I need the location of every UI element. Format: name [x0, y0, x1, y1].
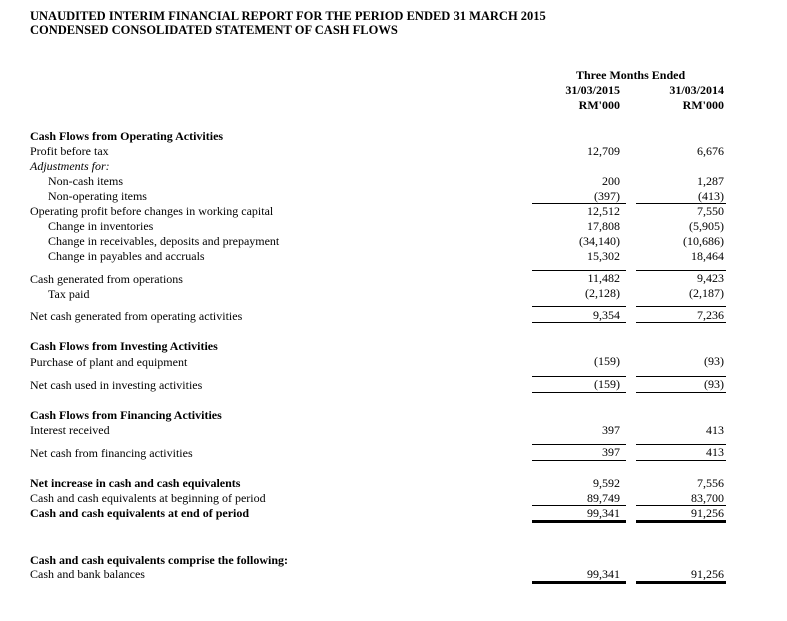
value-2015-cash-bank-balances: 99,341: [587, 567, 620, 581]
value-2014-interest-received: 413: [706, 423, 724, 437]
value-2014-cash-generated: 9,423: [697, 271, 724, 285]
row-label-cash-bank-balances: Cash and bank balances: [30, 567, 145, 581]
value-2014-tax-paid: (2,187): [689, 286, 724, 300]
value-2014-non-cash-items: 1,287: [697, 174, 724, 188]
value-2015-non-operating-items: (397): [594, 189, 620, 203]
value-2014-net-cash-financing: 413: [706, 445, 724, 459]
value-2014-non-operating-items: (413): [698, 189, 724, 203]
value-2015-change-inventories: 17,808: [587, 219, 620, 233]
row-label-non-operating-items: Non-operating items: [48, 189, 147, 203]
section-heading-investing: Cash Flows from Investing Activities: [30, 339, 218, 353]
value-2014-change-inventories: (5,905): [689, 219, 724, 233]
value-2015-non-cash-items: 200: [602, 174, 620, 188]
value-2015-profit-before-tax: 12,709: [587, 144, 620, 158]
total-rule: [636, 322, 726, 323]
row-label-non-cash-items: Non-cash items: [48, 174, 123, 188]
value-2014-net-increase: 7,556: [697, 476, 724, 490]
column-group-header: Three Months Ended: [576, 68, 686, 82]
value-2014-operating-profit: 7,550: [697, 204, 724, 218]
double-total-rule: [532, 581, 626, 584]
column-unit-2014: RM'000: [682, 98, 724, 112]
value-2014-profit-before-tax: 6,676: [697, 144, 724, 158]
row-label-net-increase: Net increase in cash and cash equivalents: [30, 476, 241, 490]
value-2015-change-receivables: (34,140): [579, 234, 620, 248]
row-label-adjustments: Adjustments for:: [30, 159, 110, 173]
value-2015-operating-profit: 12,512: [587, 204, 620, 218]
value-2014-change-payables: 18,464: [691, 249, 724, 263]
row-label-operating-profit: Operating profit before changes in working capital: [30, 204, 274, 218]
section-heading-comprise: Cash and cash equivalents comprise the following:: [30, 553, 289, 567]
total-rule: [636, 392, 726, 393]
value-2015-net-increase: 9,592: [593, 476, 620, 490]
value-2015-interest-received: 397: [602, 423, 620, 437]
column-header-2014: 31/03/2014: [669, 83, 724, 97]
value-2014-change-receivables: (10,686): [683, 234, 724, 248]
value-2015-cash-generated: 11,482: [587, 271, 620, 285]
total-rule: [532, 392, 626, 393]
value-2015-net-cash-operating: 9,354: [593, 308, 620, 322]
double-total-rule: [636, 520, 726, 523]
double-total-rule: [532, 520, 626, 523]
row-label-purchase-ppe: Purchase of plant and equipment: [30, 355, 188, 369]
row-label-profit-before-tax: Profit before tax: [30, 144, 109, 158]
total-rule: [532, 460, 626, 461]
value-2014-cash-end: 91,256: [691, 506, 724, 520]
row-label-cash-beginning: Cash and cash equivalents at beginning of period: [30, 491, 266, 505]
double-total-rule: [636, 581, 726, 584]
statement-title: CONDENSED CONSOLIDATED STATEMENT OF CASH FLOWS: [30, 23, 398, 37]
row-label-net-cash-financing: Net cash from financing activities: [30, 446, 193, 460]
section-heading-financing: Cash Flows from Financing Activities: [30, 408, 222, 422]
column-header-2015: 31/03/2015: [565, 83, 620, 97]
value-2015-net-cash-financing: 397: [602, 445, 620, 459]
row-label-change-receivables: Change in receivables, deposits and prepayment: [48, 234, 280, 248]
section-heading-operating: Cash Flows from Operating Activities: [30, 129, 224, 143]
value-2015-net-cash-investing: (159): [594, 377, 620, 391]
row-label-cash-generated: Cash generated from operations: [30, 272, 183, 286]
row-label-interest-received: Interest received: [30, 423, 110, 437]
value-2015-cash-end: 99,341: [587, 506, 620, 520]
row-label-tax-paid: Tax paid: [48, 287, 90, 301]
total-rule: [532, 322, 626, 323]
value-2014-purchase-ppe: (93): [704, 354, 724, 368]
subtotal-rule: [636, 306, 726, 307]
value-2015-purchase-ppe: (159): [594, 354, 620, 368]
row-label-net-cash-investing: Net cash used in investing activities: [30, 378, 203, 392]
value-2014-cash-bank-balances: 91,256: [691, 567, 724, 581]
value-2015-tax-paid: (2,128): [585, 286, 620, 300]
subtotal-rule: [532, 306, 626, 307]
column-unit-2015: RM'000: [578, 98, 620, 112]
value-2015-change-payables: 15,302: [587, 249, 620, 263]
row-label-cash-end: Cash and cash equivalents at end of period: [30, 506, 250, 520]
row-label-change-inventories: Change in inventories: [48, 219, 154, 233]
value-2014-net-cash-operating: 7,236: [697, 308, 724, 322]
value-2015-cash-beginning: 89,749: [587, 491, 620, 505]
value-2014-cash-beginning: 83,700: [691, 491, 724, 505]
total-rule: [636, 460, 726, 461]
row-label-net-cash-operating: Net cash generated from operating activities: [30, 309, 243, 323]
row-label-change-payables: Change in payables and accruals: [48, 249, 205, 263]
report-title: UNAUDITED INTERIM FINANCIAL REPORT FOR THE PERIOD ENDED 31 MARCH 2015: [30, 9, 546, 23]
value-2014-net-cash-investing: (93): [704, 377, 724, 391]
